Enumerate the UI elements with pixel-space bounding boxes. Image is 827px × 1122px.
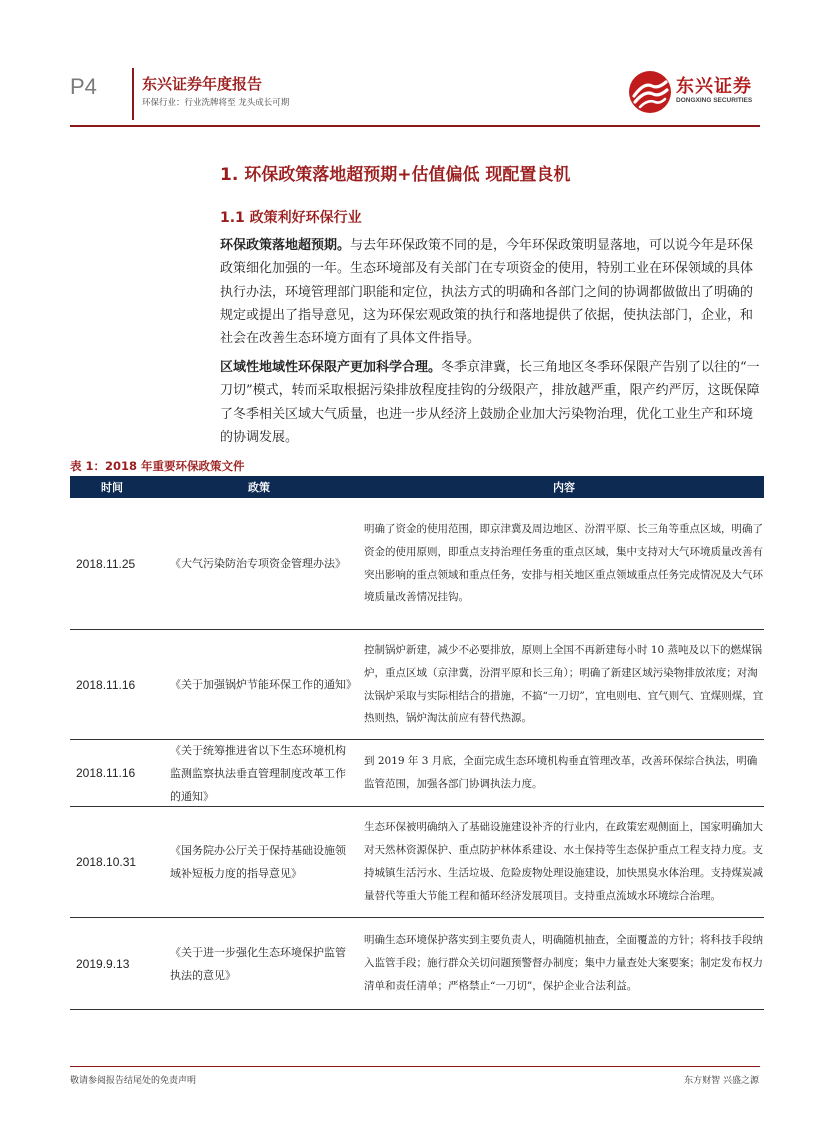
paragraph-regional-limits — [220, 356, 762, 449]
cell-policy: 《关于进一步强化生态环境保护监管执法的意见》 — [170, 945, 346, 982]
table-caption: 表 1：2018 年重要环保政策文件 — [70, 459, 245, 473]
company-logo — [628, 68, 760, 114]
footer-rule — [70, 1066, 760, 1067]
footer-slogan: 东方财智 兴盛之源 — [684, 1076, 759, 1086]
cell-policy: 《关于统筹推进省以下生态环境机构监测监察执法垂直管理制度改革工作的通知》 — [170, 743, 346, 803]
logo-mark-icon — [628, 70, 672, 114]
cell-date: 2018.11.16 — [76, 677, 136, 692]
table-row — [70, 740, 764, 807]
cell-policy: 《大气污染防治专项资金管理办法》 — [170, 557, 346, 570]
table-row — [70, 630, 764, 740]
cell-date: 2018.10.31 — [76, 855, 137, 869]
header-rule — [70, 125, 760, 127]
policy-table — [70, 476, 764, 1010]
footer-disclaimer: 敬请参阅报告结尾处的免责声明 — [70, 1076, 197, 1086]
cell-date: 2019.9.13 — [76, 956, 130, 971]
subsection-heading: 1.1 政策利好环保行业 — [220, 210, 362, 226]
table-header-row — [70, 476, 764, 498]
header-cell-content: 内容 — [553, 481, 575, 494]
header-divider — [132, 68, 134, 120]
page-header — [70, 62, 760, 126]
cell-policy: 《关于加强锅炉节能环保工作的通知》 — [170, 678, 357, 691]
paragraph-lead: 区域性地域性环保限产更加科学合理。 — [220, 360, 442, 375]
cell-date: 2018.11.16 — [76, 766, 136, 780]
cell-content: 到 2019 年 3 月底，全面完成生态环境机构垂直管理改革，改善环保综合执法，明确监管范围，加强各部门协调执法力度。 — [364, 755, 758, 790]
cell-content: 生态环保被明确纳入了基础设施建设补齐的行业内，在政策宏观侧面上，国家明确加大对天然林资源保护、重点防护林体系建设、水土保持等生态保护重点工程支持力度。支持城镇生活污水、生活垃圾、危险废物处理设施建设，加快黑臭水体治理。支持煤炭减量替代等重大节能工程和循环经济发展项目。支持重点流域水环境综合治理。 — [364, 821, 763, 902]
cell-content: 明确了资金的使用范围，即京津冀及周边地区、汾渭平原、长三角等重点区域，明确了资金的使用原则，即重点支持治理任务重的重点区域，集中支持对大气环境质量改善有突出影响的重点领域和重点任务，安排与相关地区重点领域重点任务完成情况及大气环境质量改善情况挂钩。 — [364, 522, 763, 604]
section-heading: 1. 环保政策落地超预期+估值偏低 现配置良机 — [220, 165, 571, 185]
logo-text-en: DONGXING SECURITIES — [676, 97, 753, 104]
page-number: P4 — [70, 74, 97, 99]
table-row — [70, 807, 764, 918]
header-cell-date: 时间 — [101, 481, 123, 494]
paragraph-text: 与去年环保政策不同的是，今年环保政策明显落地，可以说今年是环保政策细化加强的一年。生态环境部及有关部门在专项资金的使用，特别工业在环保领域的具体执行办法，环境管理部门职能和定位，执法方式的明确和各部门之间的协调都做做出了明确的规定或提出了指导意见，这为环保宏观政策的执行和落地提供了依据，使执法部门，企业，和社会在改善生态环境方面有了具体文件指导。 — [220, 238, 754, 347]
table-row — [70, 918, 764, 1010]
paragraph-lead: 环保政策落地超预期。 — [220, 238, 351, 253]
cell-content: 明确生态环境保护落实到主要负责人，明确随机抽查，全面覆盖的方针；将科技手段纳入监管手段；施行群众关切问题预警督办制度；集中力量查处大案要案；制定发布权力清单和责任清单；严格禁止“一刀切”，保护企业合法利益。 — [364, 934, 763, 992]
cell-content: 控制锅炉新建，减少不必要排放，原则上全国不再新建每小时 10 蒸吨及以下的燃煤锅炉，重点区域（京津冀，汾渭平原和长三角）；明确了新建区域污染物排放浓度；对淘汰锅炉采取与实际相结合的措施，不搞“一刀切”，宜电则电、宜气则气、宜煤则煤，宜热则热，锅炉淘汰前应有替代热源。 — [364, 643, 764, 725]
cell-date: 2018.11.25 — [76, 556, 136, 571]
report-title: 东兴证券年度报告 — [142, 75, 263, 93]
paragraph-text: 冬季京津冀，长三角地区冬季环保限产告别了以往的“一刀切”模式，转而采取根据污染排放程度挂钩的分级限产，排放越严重，限产约严厉，这既保障了冬季相关区域大气质量，也进一步从经济上鼓励企业加大污染物治理，优化工业生产和环境的协调发展。 — [220, 360, 760, 445]
paragraph-policy-landing — [220, 234, 762, 350]
logo-text-cn: 东兴证券 — [676, 76, 752, 97]
cell-policy: 《国务院办公厅关于保持基础设施领域补短板力度的指导意见》 — [170, 844, 346, 880]
header-cell-policy: 政策 — [248, 481, 270, 494]
report-subtitle: 环保行业：行业洗牌将至 龙头成长可期 — [142, 98, 290, 108]
table-row — [70, 498, 764, 630]
